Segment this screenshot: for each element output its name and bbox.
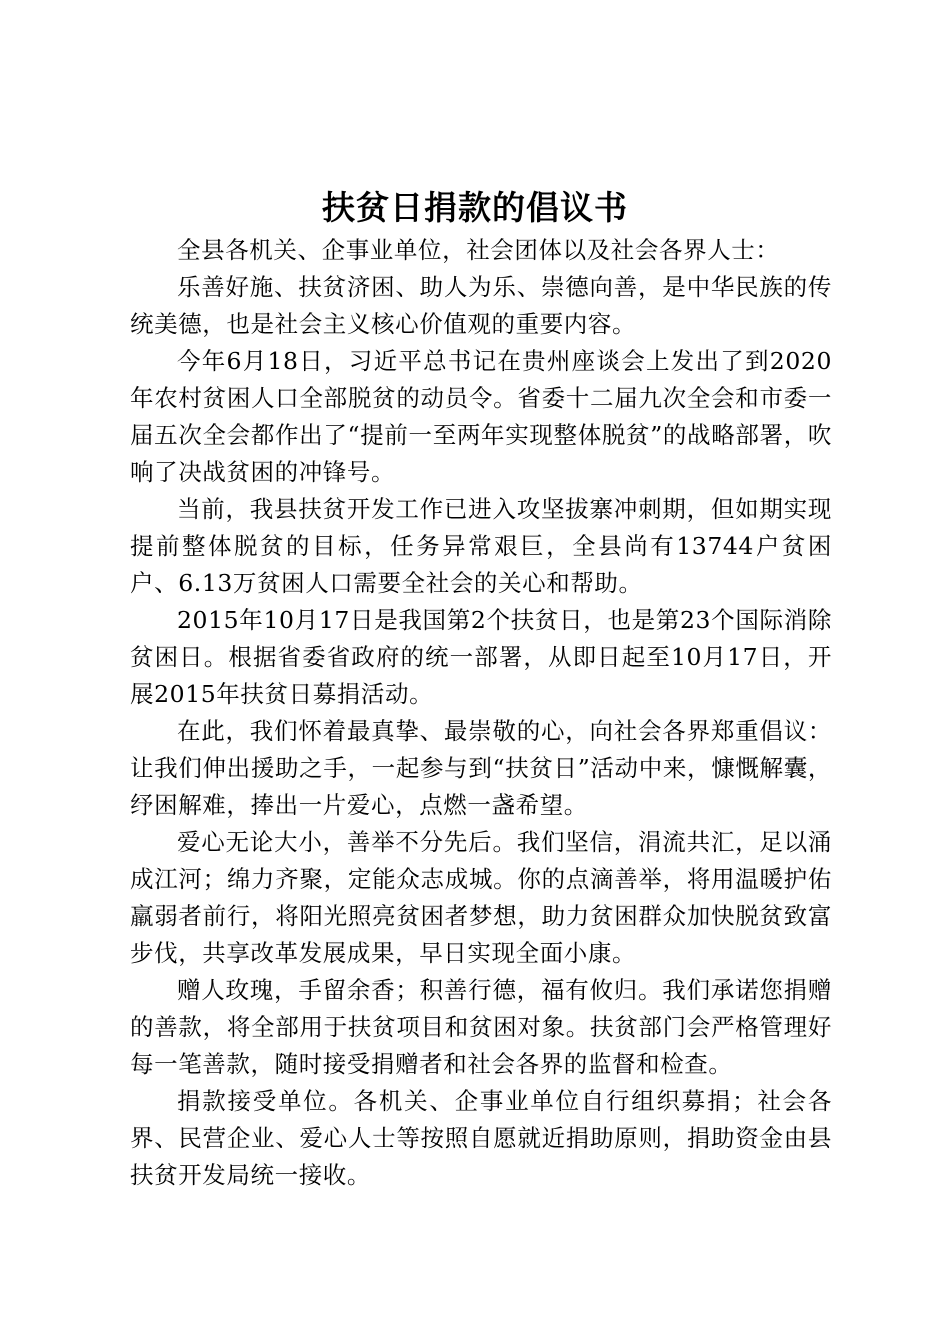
- body-paragraph: 当前，我县扶贫开发工作已进入攻坚拔寨冲刺期，但如期实现提前整体脱贫的目标，任务异常艰巨，全县尚有13744户贫困户、6.13万贫困人口需要全社会的关心和帮助。: [130, 495, 832, 597]
- document-title: 扶贫日捐款的倡议书: [322, 188, 628, 227]
- body-paragraph: 在此，我们怀着最真挚、最崇敬的心，向社会各界郑重倡议：让我们伸出援助之手，一起参与到“扶贫日”活动中来，慷慨解囊，纾困解难，捧出一片爱心，点燃一盏希望。: [130, 717, 832, 819]
- body-paragraph: 乐善好施、扶贫济困、助人为乐、崇德向善，是中华民族的传统美德，也是社会主义核心价值观的重要内容。: [130, 273, 832, 338]
- document-body: [130, 232, 832, 1194]
- body-paragraph: 捐款接受单位。各机关、企事业单位自行组织募捐；社会各界、民营企业、爱心人士等按照自愿就近捐助原则，捐助资金由县扶贫开发局统一接收。: [130, 1087, 832, 1189]
- body-paragraph: 今年6月18日，习近平总书记在贵州座谈会上发出了到2020年农村贫困人口全部脱贫的动员令。省委十二届九次全会和市委一届五次全会都作出了“提前一至两年实现整体脱贫”的战略部署，吹响了决战贫困的冲锋号。: [130, 347, 832, 486]
- body-paragraph: 爱心无论大小，善举不分先后。我们坚信，涓流共汇，足以涌成江河；绵力齐聚，定能众志成城。你的点滴善举，将用温暖护佑羸弱者前行，将阳光照亮贫困者梦想，助力贫困群众加快脱贫致富步伐，共享改革发展成果，早日实现全面小康。: [130, 828, 832, 967]
- salutation-paragraph: 全县各机关、企事业单位，社会团体以及社会各界人士：: [177, 236, 780, 264]
- body-paragraph: 赠人玫瑰，手留余香；积善行德，福有攸归。我们承诺您捐赠的善款，将全部用于扶贫项目和贫困对象。扶贫部门会严格管理好每一笔善款，随时接受捐赠者和社会各界的监督和检查。: [130, 976, 832, 1078]
- body-paragraph: 2015年10月17日是我国第2个扶贫日，也是第23个国际消除贫困日。根据省委省政府的统一部署，从即日起至10月17日，开展2015年扶贫日募捐活动。: [130, 606, 832, 708]
